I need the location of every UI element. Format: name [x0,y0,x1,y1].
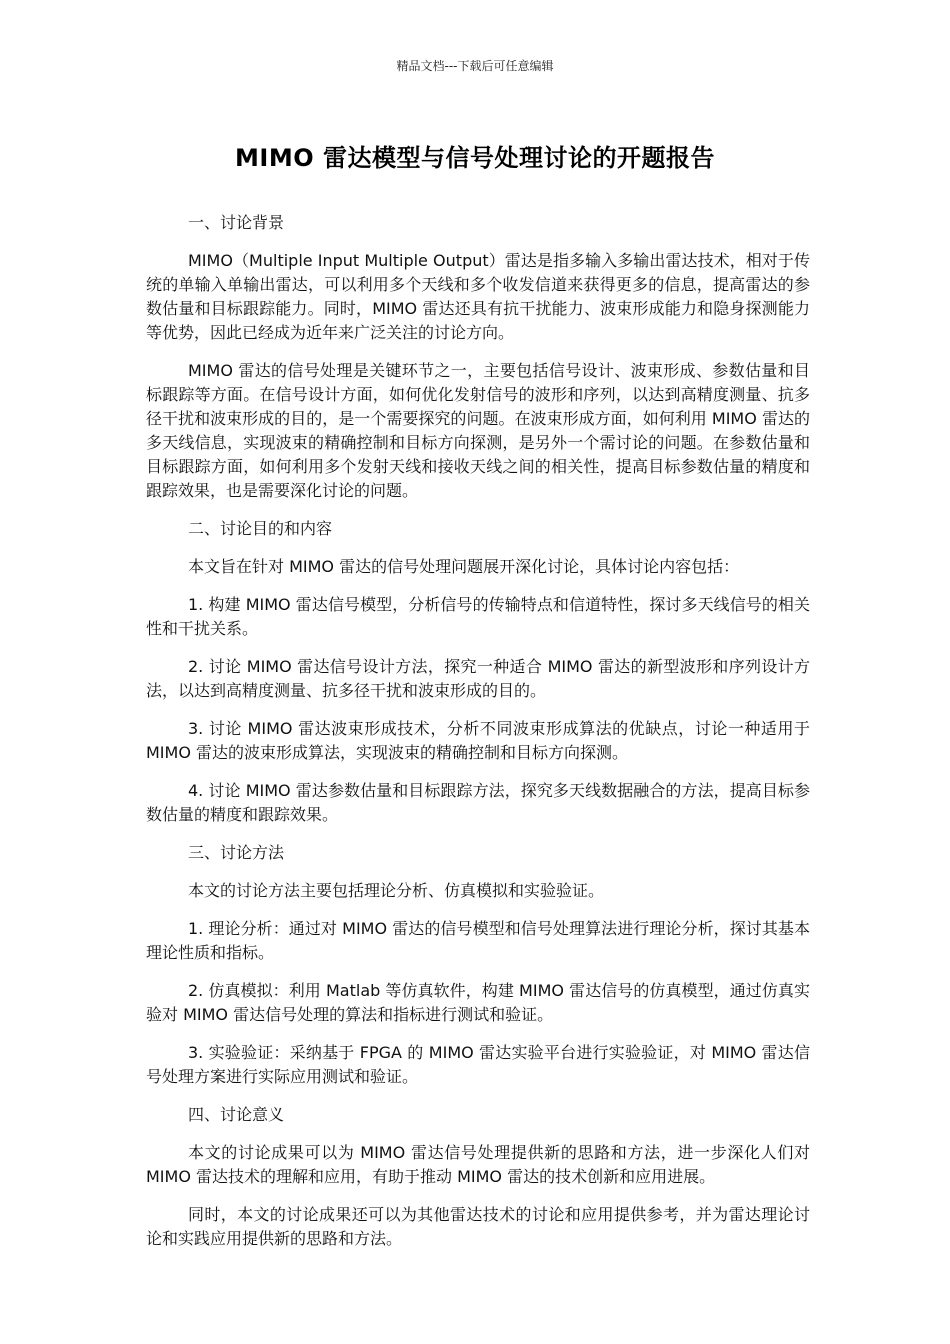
list-item: 3. 讨论 MIMO 雷达波束形成技术，分析不同波束形成算法的优缺点，讨论一种适用于 MIMO 雷达的波束形成算法，实现波束的精确控制和目标方向探测。 [146,719,810,762]
list-item: 4. 讨论 MIMO 雷达参数估量和目标跟踪方法，探究多天线数据融合的方法，提高目标参数估量的精度和跟踪效果。 [146,781,810,824]
paragraph: MIMO 雷达的信号处理是关键环节之一，主要包括信号设计、波束形成、参数估量和目标跟踪等方面。在信号设计方面，如何优化发射信号的波形和序列，以达到高精度测量、抗多径干扰和波束形成的目的，是一个需要探究的问题。在波束形成方面，如何利用 MIMO 雷达的多天线信息，实现波束的精确控制和目标方向探测，是另外一个需讨论的问题。在参数估量和目标跟踪方面，如何利用多个发射天线和接收天线之间的相关性，提高目标参数估量的精度和跟踪效果，也是需要深化讨论的问题。 [146,361,810,500]
list-item: 2. 讨论 MIMO 雷达信号设计方法，探究一种适合 MIMO 雷达的新型波形和序列设计方法，以达到高精度测量、抗多径干扰和波束形成的目的。 [146,657,810,700]
page-header: 精品文档---下载后可任意编辑 [396,59,554,73]
section-heading-purpose: 二、讨论目的和内容 [188,519,333,538]
document-body [146,211,810,1265]
list-item: 1. 构建 MIMO 雷达信号模型，分析信号的传输特点和信道特性，探讨多天线信号的相关性和干扰关系。 [146,595,810,638]
paragraph: 本文的讨论成果可以为 MIMO 雷达信号处理提供新的思路和方法，进一步深化人们对 MIMO 雷达技术的理解和应用，有助于推动 MIMO 雷达的技术创新和应用进展。 [146,1143,810,1186]
list-item: 3. 实验验证：采纳基于 FPGA 的 MIMO 雷达实验平台进行实验验证，对 MIMO 雷达信号处理方案进行实际应用测试和验证。 [146,1043,810,1086]
section-heading-background: 一、讨论背景 [188,213,285,232]
section-heading-methods: 三、讨论方法 [188,843,285,862]
paragraph: 同时，本文的讨论成果还可以为其他雷达技术的讨论和应用提供参考，并为雷达理论讨论和实践应用提供新的思路和方法。 [146,1205,810,1248]
paragraph: MIMO（Multiple Input Multiple Output）雷达是指多输入多输出雷达技术，相对于传统的单输入单输出雷达，可以利用多个天线和多个收发信道来获得更多的信息，提高雷达的参数估量和目标跟踪能力。同时，MIMO 雷达还具有抗干扰能力、波束形成能力和隐身探测能力等优势，因此已经成为近年来广泛关注的讨论方向。 [146,251,810,342]
list-item: 2. 仿真模拟：利用 Matlab 等仿真软件，构建 MIMO 雷达信号的仿真模型，通过仿真实验对 MIMO 雷达信号处理的算法和指标进行测试和验证。 [146,981,810,1024]
section-heading-significance: 四、讨论意义 [188,1105,285,1124]
list-item: 1. 理论分析：通过对 MIMO 雷达的信号模型和信号处理算法进行理论分析，探讨其基本理论性质和指标。 [146,919,810,962]
document-title: MIMO 雷达模型与信号处理讨论的开题报告 [235,144,715,172]
paragraph: 本文的讨论方法主要包括理论分析、仿真模拟和实验验证。 [188,881,605,900]
paragraph: 本文旨在针对 MIMO 雷达的信号处理问题展开深化讨论，具体讨论内容包括： [188,557,740,576]
